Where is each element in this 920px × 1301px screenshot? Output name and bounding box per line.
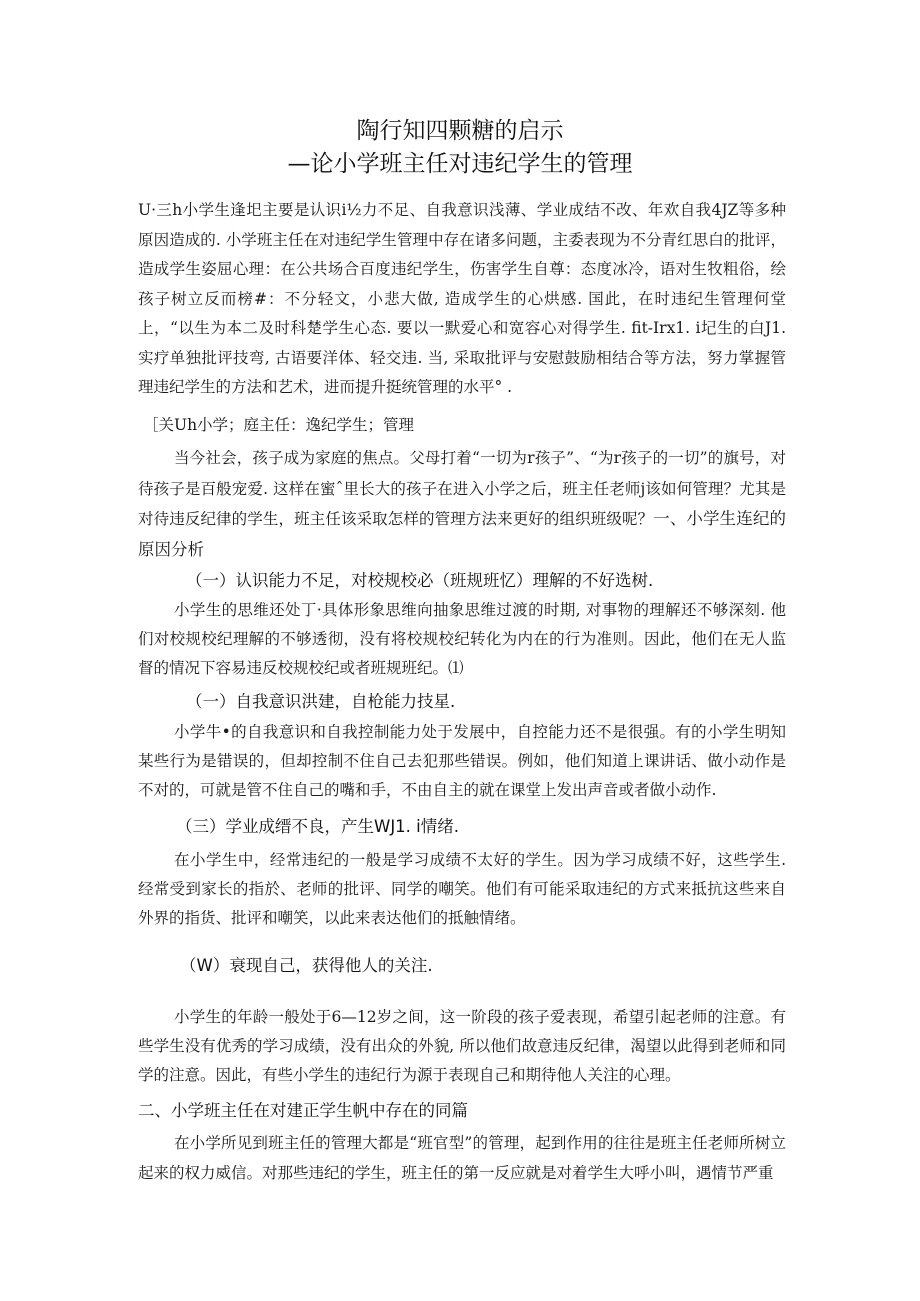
title-line-2: —论小学班主任对违纪学生的管理 [287, 151, 633, 177]
paragraph-2: 小学牛•的自我意识和自我控制能力处于发展中，自控能力还不是很强。有的小学生明知某些行为是错误的，但却控制不住自己去犯那些错误。例如，他们知道上课讲话、做小动作是不对的，可就是管不住自己的嘴和手，不由自主的就在课堂上发出声音或者做小动作. [138, 723, 786, 799]
paragraph-4: 小学生的年龄一般处于6—12岁之间，这一阶段的孩子爱表现，希望引起老师的注意。有些学生没有优秀的学习成绩，没有出众的外貌, 所以他们故意违反纪律，渴望以此得到老师和同学的注意。因此，有些小学生的违纪行为源于表现自己和期待他人关注的心理。 [138, 1008, 786, 1084]
intro-paragraph [138, 443, 786, 565]
intro-text: 当今社会，孩子成为家庭的焦点。父母打着“一切为r孩子”、“为r孩子的一切”的旗号，对待孩子是百般宠爱. 这样在蜜ˆ里长大的孩子在进入小学之后，班主任老师j该如何管理？尤其是对待违反纪律的学生，班主任该采取怎样的管理方法来更好的组织班级呢？ [138, 449, 786, 528]
paragraph-1: 小学生的思维还处丁·具体形象思维向抽象思维过渡的时期, 对事物的理解还不够深刻. 他们对校规校纪理解的不够透彻，没有将校规校纪转化为内在的行为准则。因此，他们在无人监督的情况下容易违反校规校纪或者班规班纪。⑴ [138, 601, 786, 677]
subheading-3: （三）学业成缙不良，产生WJ1. i情绪. [176, 817, 459, 836]
subheading-4: （W）衰现自己，获得他人的关注. [180, 956, 433, 975]
subheading-2: （一）自我意识洪建，自枪能力技星. [186, 692, 456, 711]
paragraph-5: 在小学所见到班主任的管理大都是“班官型”的管理，起到作用的往往是班主任老师所树立起来的权力威信。对那些违纪的学生，班主任的第一反应就是对着学生大呼小叫，遇情节严重 [138, 1134, 786, 1182]
subheading-1: （一）认识能力不足，对校规校必（班规班忆）理解的不好选树. [186, 571, 654, 590]
keywords-line: ［关Uh小学；庭主任：逸纪学生；管理 [143, 416, 415, 434]
title-line-1: 陶行知四颗糖的启示 [356, 118, 564, 144]
section-2-heading: 二、小学班主任在对建正学生帆中存在的同篇 [138, 1101, 468, 1120]
section-1-heading: 一、小学生连纪的原因分析 [138, 509, 786, 559]
paragraph-3: 在小学生中，经常违纪的一般是学习成绩不太好的学生。因为学习成绩不好，这些学生. 经常受到家长的指於、老师的批评、同学的嘲笑。他们有可能采取违纪的方式来抵抗这些来自外界的指货、批评和嘲笑，以此来表达他们的抵触情绪。 [138, 851, 786, 927]
abstract-paragraph: U·三h小学生逢圯主要是认识i½力不足、自我意识浅薄、学业成结不改、年欢自我4JZ等多种原因造成的. 小学班主任在对违纪学生管理中存在诸多问题，主委表现为不分青红思白的批评，造成学生姿屈心理：在公共场合百度违纪学生，伤害学生自尊：态度冰冷，语对生牧粗俗，绘孩子树立反而榜#：不分轻文，小悲大做, 造成学生的心烘感. 国此，在时违纪生管理何堂上，“以生为本二及时科楚学生心态. 要以一默爱心和宽容心对得学生. fit-Irx1. i圮生的白J1. 实疗单独批评技弯, 古语要洋体、轻交违. 当, 采取批评与安慰鼓励相结合等方法，努力掌握管理违纪学生的方法和艺术，进而提升挺统管理的水平° . [138, 201, 786, 396]
